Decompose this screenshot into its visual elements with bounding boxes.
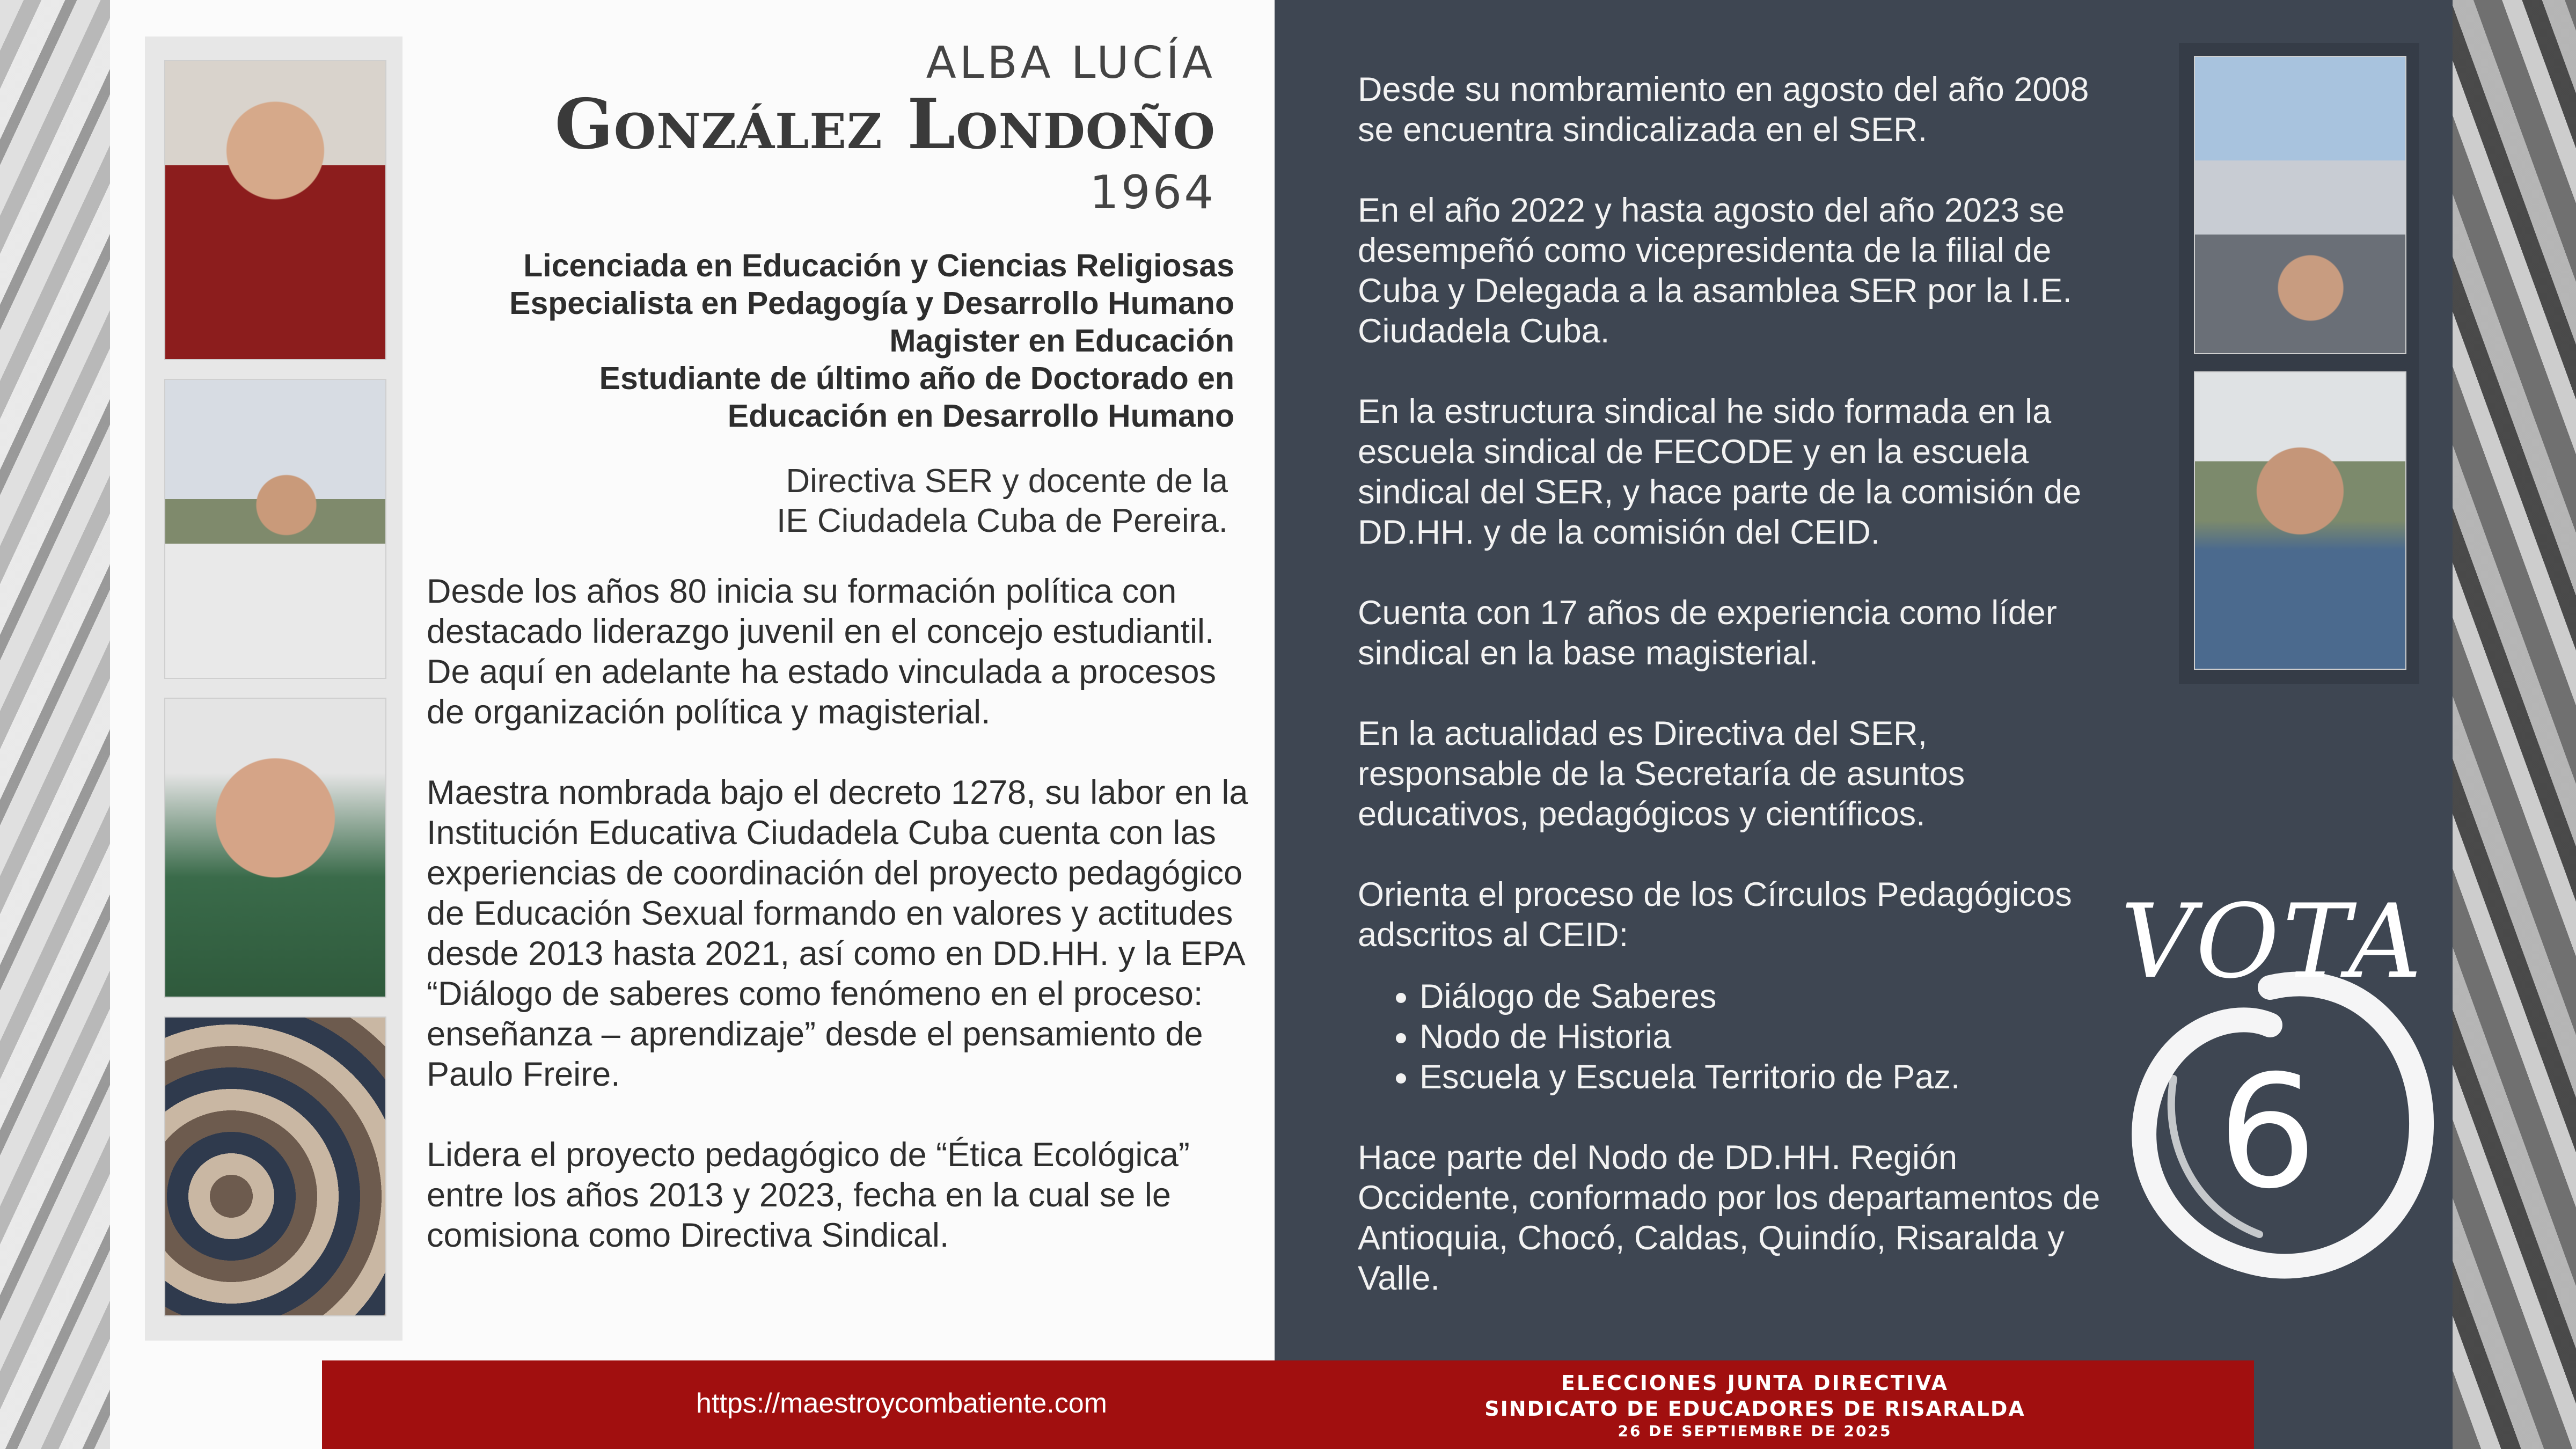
title-line: Estudiante de último año de Doctorado en bbox=[599, 361, 1234, 396]
photo-group-crowd bbox=[164, 1016, 386, 1316]
candidate-last-name: González Londoño bbox=[554, 84, 1216, 165]
bio-paragraph: En la estructura sindical he sido formada en la escuela sindical de FECODE y en la escuela sindical del SER, y hace parte de la comisión de DD.HH. y de la comisión del CEID. bbox=[1358, 393, 2082, 551]
footer-bar bbox=[322, 1360, 2254, 1449]
background-collage-left bbox=[0, 0, 110, 1449]
photo-strip bbox=[145, 36, 402, 1341]
right-biography bbox=[1358, 70, 2120, 1339]
list-item: • Diálogo de Saberes bbox=[1419, 977, 2120, 1017]
candidate-name-block bbox=[555, 38, 1216, 219]
bio-paragraph: Orienta el proceso de los Círculos Pedagógicos adscritos al CEID: bbox=[1358, 876, 2072, 954]
photo-speaking-at-march bbox=[164, 379, 386, 679]
bio-paragraph: En el año 2022 y hasta agosto del año 2023 se desempeñó como vicepresidenta de la filial de Cuba y Delegada a la asamblea SER por la I.E. Ciudadela Cuba. bbox=[1358, 192, 2072, 350]
background-collage-right bbox=[2453, 0, 2576, 1449]
current-role bbox=[477, 462, 1228, 541]
election-date: 26 DE SEPTIEMBRE DE 2025 bbox=[1618, 1422, 1892, 1440]
website-link[interactable]: https://maestroycombatiente.com bbox=[696, 1388, 1107, 1419]
candidate-first-name: ALBA LUCÍA bbox=[926, 38, 1216, 89]
vote-number: 6 bbox=[2218, 1042, 2317, 1223]
vote-label: VOTA bbox=[2120, 885, 2425, 1001]
bio-paragraph: Lidera el proyecto pedagógico de “Ética Ecológica” entre los años 2013 y 2023, fecha en la cual se le comisiona como Directiva Sindical. bbox=[427, 1136, 1190, 1254]
photo-church-selfie bbox=[2194, 56, 2406, 354]
vote-badge bbox=[2109, 885, 2442, 1293]
candidate-birth-year: 1964 bbox=[1089, 166, 1216, 220]
list-item: • Nodo de Historia bbox=[1419, 1017, 2120, 1057]
bio-paragraph: Desde los años 80 inicia su formación política con destacado liderazgo juvenil en el concejo estudiantil. De aquí en adelante ha estado vinculada a procesos de organización política y magisterial. bbox=[427, 573, 1217, 731]
list-item: • Escuela y Escuela Territorio de Paz. bbox=[1419, 1057, 2120, 1097]
title-line: Educación en Desarrollo Humano bbox=[727, 398, 1234, 434]
bio-paragraph: Cuenta con 17 años de experiencia como líder sindical en la base magisterial. bbox=[1358, 594, 2057, 672]
circles-list bbox=[1358, 977, 2120, 1097]
title-line: Especialista en Pedagogía y Desarrollo Humano bbox=[509, 286, 1234, 321]
title-line: Licenciada en Educación y Ciencias Religiosas bbox=[523, 248, 1234, 283]
election-info bbox=[1481, 1370, 2029, 1441]
role-line: IE Ciudadela Cuba de Pereira. bbox=[777, 502, 1228, 539]
photo-selfie-green-blouse bbox=[164, 698, 386, 998]
photo-portrait-red-jacket bbox=[164, 60, 386, 360]
photo-selfie-denim-jacket bbox=[2194, 371, 2406, 670]
academic-titles bbox=[429, 247, 1234, 435]
left-biography bbox=[427, 572, 1253, 1296]
role-line: Directiva SER y docente de la bbox=[786, 463, 1228, 500]
bio-paragraph: Maestra nombrada bajo el decreto 1278, su labor en la Institución Educativa Ciudadela Cuba cuenta con las experiencias de coordinación del proyecto pedagógico de Educación Sexual formando en valores y actitudes desde 2013 hasta 2021, así como en DD.HH. y la EPA “Diálogo de saberes como fenómeno en el proceso: enseñanza – aprendizaje” desde el pensamiento de Paulo Freire. bbox=[427, 774, 1248, 1093]
election-title: ELECCIONES JUNTA DIRECTIVA bbox=[1561, 1371, 1949, 1395]
right-photo-frame bbox=[2179, 43, 2419, 684]
bio-paragraph: En la actualidad es Directiva del SER, responsable de la Secretaría de asuntos educativos, pedagógicos y científicos. bbox=[1358, 715, 1965, 833]
vote-brush-circle-icon bbox=[2109, 885, 2442, 1293]
title-line: Magister en Educación bbox=[889, 323, 1234, 358]
union-name: SINDICATO DE EDUCADORES DE RISARALDA bbox=[1484, 1397, 2025, 1421]
bio-paragraph: Desde su nombramiento en agosto del año 2008 se encuentra sindicalizada en el SER. bbox=[1358, 71, 2089, 149]
bio-paragraph: Hace parte del Nodo de DD.HH. Región Occidente, conformado por los departamentos de Antioquia, Chocó, Caldas, Quindío, Risaralda y Valle. bbox=[1358, 1139, 2101, 1297]
